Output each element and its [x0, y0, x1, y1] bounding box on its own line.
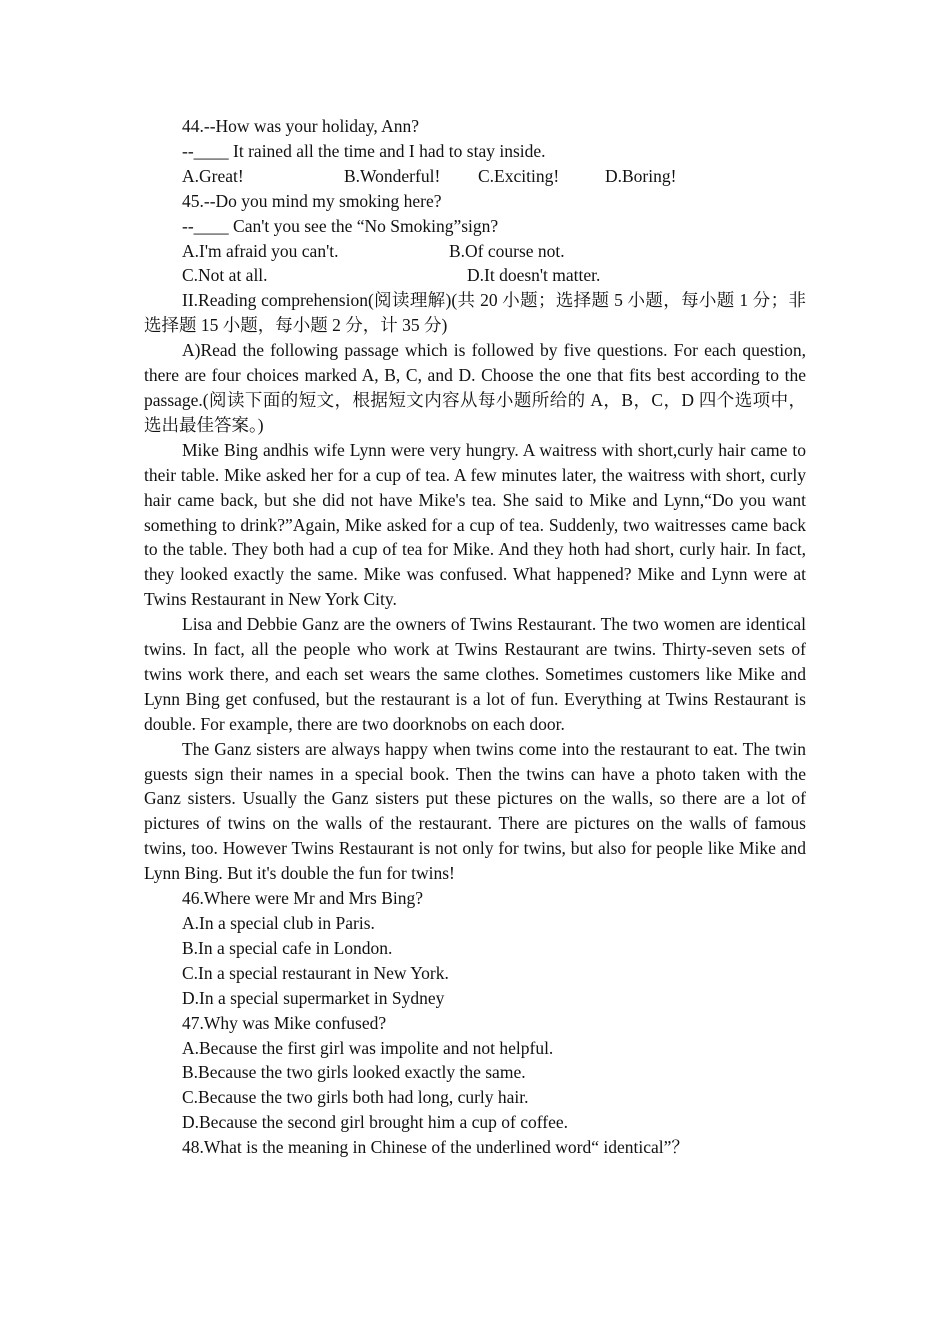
q46-option-a: A.In a special club in Paris. — [182, 913, 375, 933]
q44-stem: 44.--How was your holiday, Ann? — [182, 116, 420, 136]
q44-option-c: C.Exciting! — [478, 165, 560, 186]
q47-option-c: C.Because the two girls both had long, curly hair. — [182, 1087, 529, 1108]
q44-option-d: D.Boring! — [605, 165, 677, 186]
q45-stem: 45.--Do you mind my smoking here? — [182, 190, 442, 211]
q47-option-b: B.Because the two girls looked exactly the same. — [182, 1062, 526, 1083]
q46-option-b: B.In a special cafe in London. — [182, 937, 393, 958]
passage-paragraph-2: Lisa and Debbie Ganz are the owners of Twins Restaurant. The two women are identical twins. In fact, all the people who work at Twins Restaurant are twins. Thirty-seven sets of twins work there, and each set wears the same clothes. Sometimes customers like Mike and Lynn Bing get confused, but the restaurant is a lot of fun. Everything at Twins Restaurant is double. For example, there are two doorknobs on each door. — [144, 614, 806, 734]
q47-stem: 47.Why was Mike confused? — [182, 1012, 387, 1033]
q45-option-b: B.Of course not. — [449, 240, 565, 261]
q45-option-c: C.Not at all. — [182, 265, 268, 286]
q46-stem: 46.Where were Mr and Mrs Bing? — [182, 888, 424, 909]
q45-options-row1 — [144, 239, 806, 264]
q45-option-d: D.It doesn't matter. — [467, 265, 601, 286]
section-title: II.Reading comprehension(阅读理解)(共 20 小题；选择题 5 小题，每小题 1 分；非选择题 15 小题，每小题 2 分，计 35 分) — [144, 290, 806, 336]
q48-stem: 48.What is the meaning in Chinese of the underlined word“ identical”？ — [182, 1137, 689, 1158]
exam-page — [144, 114, 806, 1160]
passage-paragraph-3: The Ganz sisters are always happy when twins come into the restaurant to eat. The twin guests sign their names in a special book. Then the twins can have a photo taken with the Ganz sisters. Usually the Ganz sisters put these pictures on the walls, so there are a lot of pictures of twins on the walls of the restaurant. There are pictures on the walls of famous twins, too. However Twins Restaurant is not only for twins, but also for people like Mike and Lynn Bing. But it's double the fun for twins! — [144, 738, 806, 884]
q44-option-b: B.Wonderful! — [344, 165, 441, 186]
q44-option-a: A.Great! — [182, 165, 244, 186]
q47-option-d: D.Because the second girl brought him a cup of coffee. — [182, 1112, 569, 1133]
passage-paragraph-1: Mike Bing andhis wife Lynn were very hungry. A waitress with short,curly hair came to their table. Mike asked her for a cup of tea. A few minutes later, the waitress with short, curly hair came back, but she did not have Mike's tea. She said to Mike and Lynn,“Do you want something to drink?”Again, Mike asked for a cup of tea. Suddenly, two waitresses came back to the table. They both had a cup of tea for Mike. And they hoth had short, curly hair. In fact, they looked exactly the same. Mike was confused. What happened? Mike and Lynn were at Twins Restaurant in New York City. — [144, 439, 806, 610]
q45-option-a: A.I'm afraid you can't. — [182, 240, 339, 261]
q44-reply: --____ It rained all the time and I had to stay inside. — [182, 140, 546, 161]
q45-options-row2 — [144, 263, 806, 288]
q45-reply: --____ Can't you see the “No Smoking”sign? — [182, 215, 499, 236]
q46-option-c: C.In a special restaurant in New York. — [182, 962, 449, 983]
q44-options — [144, 164, 806, 189]
section-instruction: A)Read the following passage which is followed by five questions. For each question, there are four choices marked A, B, C, and D. Choose the one that fits best according to the passage.(阅读下面的短文，根据短文内容从每小题所给的 A，B，C，D 四个选项中，选出最佳答案。) — [144, 340, 806, 435]
q46-option-d: D.In a special supermarket in Sydney — [182, 987, 445, 1008]
q47-option-a: A.Because the first girl was impolite and not helpful. — [182, 1037, 554, 1058]
